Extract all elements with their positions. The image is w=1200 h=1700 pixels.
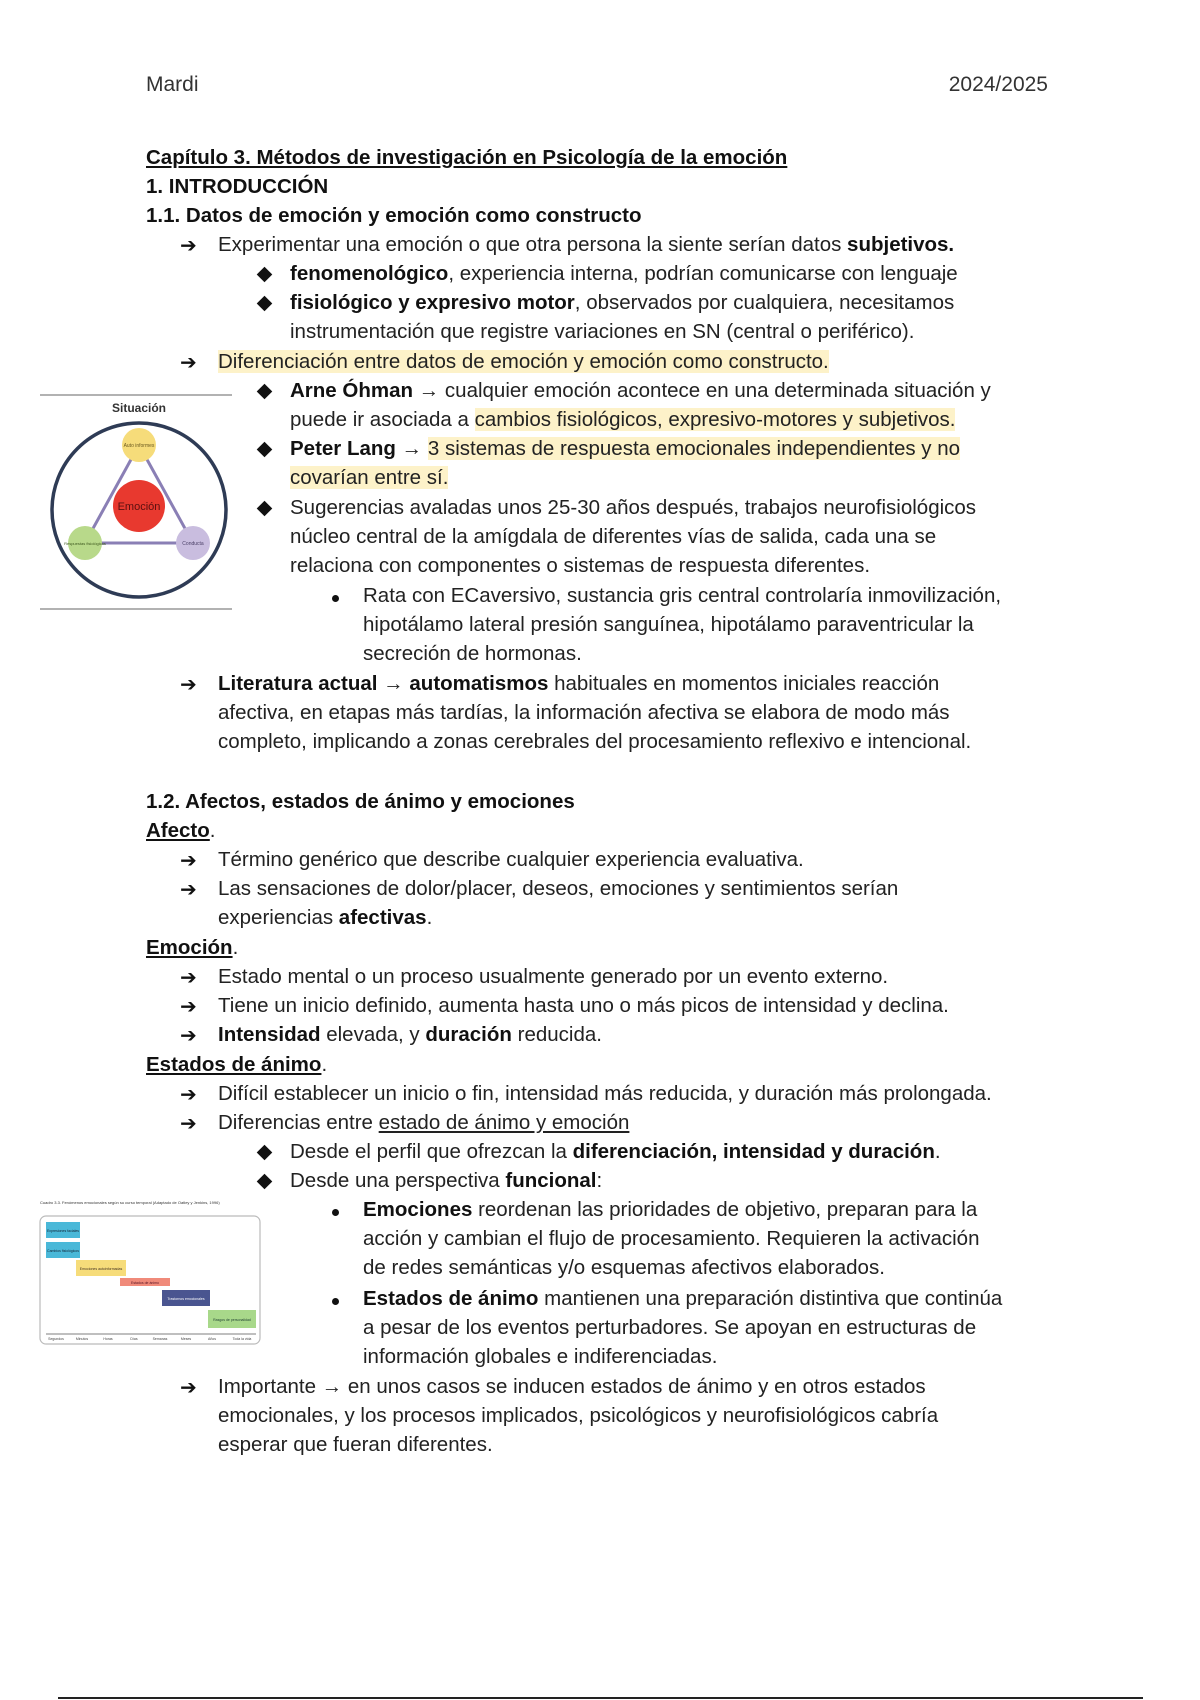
bullet-text-cont: puede ir asociada a cambios fisiológicos, expresivo-motores y subjetivos.: [290, 408, 956, 431]
bullet-text: Emociones reordenan las prioridades de objetivo, preparan para la: [363, 1198, 978, 1221]
bullet-text: fisiológico y expresivo motor, observados por cualquiera, necesitamos: [290, 291, 955, 314]
bullet-text: Estados de ánimo mantienen una preparación distintiva que continúa: [363, 1287, 1003, 1310]
bullet-text: Diferenciación entre datos de emoción y emoción como constructo.: [218, 350, 829, 373]
arrow-bullet-icon: ➔: [180, 1025, 197, 1047]
arrow-bullet-icon: ➔: [180, 850, 197, 872]
diamond-bullet-icon: [257, 296, 273, 312]
diagram-title: Situación: [111, 401, 167, 415]
emotion-timeline-figure: [38, 1196, 264, 1348]
arrow-bullet-icon: ➔: [180, 1377, 197, 1399]
bullet-text: Peter Lang → 3 sistemas de respuesta emocionales independientes y no: [290, 437, 961, 460]
bullet-text: Las sensaciones de dolor/placer, deseos, emociones y sentimientos serían: [218, 877, 899, 900]
arrow-bullet-icon: ➔: [180, 879, 197, 901]
axis-tick-label: Segundos: [48, 1337, 64, 1341]
diamond-bullet-icon: [257, 384, 273, 400]
bullet-text: Literatura actual → automatismos habituales en momentos iniciales reacción: [218, 672, 940, 695]
self-report-label: Auto informes: [123, 443, 155, 449]
arrow-bullet-icon: ➔: [180, 967, 197, 989]
bullet-text-cont: información globales e indiferenciadas.: [363, 1345, 718, 1368]
bar-label: Trastornos emocionales: [167, 1297, 205, 1301]
header-left: Mardi: [146, 73, 199, 96]
bullet-text-cont: completo, implicando a zonas cerebrales del procesamiento reflexivo e intencional.: [218, 730, 972, 753]
bar-label: Emociones autoinformadas: [79, 1267, 123, 1271]
dot-bullet-icon: [332, 1209, 339, 1216]
bullet-text: Importante → en unos casos se inducen estados de ánimo y en otros estados: [218, 1375, 926, 1398]
arrow-bullet-icon: ➔: [180, 1113, 197, 1135]
bullet-text-cont: secreción de hormonas.: [363, 642, 582, 665]
axis-tick-label: Días: [130, 1337, 138, 1341]
bar-label: Expresiones faciales: [46, 1229, 80, 1233]
bullet-text-cont: hipotálamo lateral presión sanguínea, hipotálamo paraventricular la: [363, 613, 974, 636]
bullet-text-cont: emocionales, y los procesos implicados, psicológicos y neurofisiológicos cabría: [218, 1404, 939, 1427]
section-heading: 1. INTRODUCCIÓN: [146, 175, 329, 198]
diamond-bullet-icon: [257, 1145, 273, 1161]
bar-label: Cambios fisiológicos: [47, 1249, 79, 1253]
chapter-title: Capítulo 3. Métodos de investigación en Psicología de la emoción: [146, 146, 788, 169]
axis-tick-label: Años: [208, 1337, 216, 1341]
diamond-bullet-icon: [257, 1174, 273, 1190]
physiological-label: Respuestas fisiológicas: [64, 541, 106, 546]
figure-caption: Cuadro 3.3. Fenómenos emocionales según su curso temporal (Adaptado de Oatley y Jenkins, 1996): [40, 1200, 220, 1205]
footer-rule: [58, 1697, 1143, 1699]
bullet-text-cont: instrumentación que registre variaciones en SN (central o periférico).: [290, 320, 915, 343]
subsection-heading: 1.2. Afectos, estados de ánimo y emociones: [146, 790, 575, 813]
arrow-bullet-icon: ➔: [180, 352, 197, 374]
term-heading: Estados de ánimo.: [146, 1053, 328, 1076]
bullet-text: Estado mental o un proceso usualmente generado por un evento externo.: [218, 965, 889, 988]
bullet-text: Término genérico que describe cualquier experiencia evaluativa.: [218, 848, 804, 871]
diamond-bullet-icon: [257, 501, 273, 517]
diamond-bullet-icon: [257, 267, 273, 283]
axis-tick-label: Minutos: [75, 1337, 89, 1341]
bullet-text: Tiene un inicio definido, aumenta hasta uno o más picos de intensidad y declina.: [218, 994, 949, 1017]
bullet-text-cont: de redes semánticas y/o esquemas afectivos elaborados.: [363, 1256, 885, 1279]
emotion-node-label: Emoción: [117, 501, 161, 513]
bullet-text: fenomenológico, experiencia interna, podrían comunicarse con lenguaje: [290, 262, 958, 285]
bullet-text: Difícil establecer un inicio o fin, intensidad más reducida, y duración más prolongada.: [218, 1082, 992, 1105]
arrow-bullet-icon: ➔: [180, 1084, 197, 1106]
bar-label: Estados de ánimo: [130, 1281, 160, 1285]
bullet-text: Diferencias entre estado de ánimo y emoción: [218, 1111, 630, 1134]
bullet-text: Intensidad elevada, y duración reducida.: [218, 1023, 602, 1046]
arrow-bullet-icon: ➔: [180, 996, 197, 1018]
axis-tick-label: Semanas: [152, 1337, 168, 1341]
axis-tick-label: Meses: [180, 1337, 192, 1341]
axis-tick-label: Toda la vida: [232, 1337, 252, 1341]
diamond-bullet-icon: [257, 442, 273, 458]
bullet-text: Experimentar una emoción o que otra persona la siente serían datos subjetivos.: [218, 233, 955, 256]
bullet-text-cont: esperar que fueran diferentes.: [218, 1433, 493, 1456]
bullet-text-cont: acción y cambian el flujo de procesamiento. Requieren la activación: [363, 1227, 980, 1250]
term-heading: Emoción.: [146, 936, 239, 959]
bullet-text: Sugerencias avaladas unos 25-30 años después, trabajos neurofisiológicos: [290, 496, 977, 519]
bar-label: Rasgos de personalidad: [213, 1318, 251, 1322]
bullet-text: Desde el perfil que ofrezcan la diferenciación, intensidad y duración.: [290, 1140, 941, 1163]
behavior-label: Conducta: [182, 541, 204, 547]
subsection-heading: 1.1. Datos de emoción y emoción como constructo: [146, 204, 642, 227]
bullet-text: Arne Óhman → cualquier emoción acontece en una determinada situación y: [290, 379, 991, 402]
bullet-text-cont: afectiva, en etapas más tardías, la información afectiva se elabora de modo más: [218, 701, 950, 724]
arrow-bullet-icon: ➔: [180, 674, 197, 696]
emotion-systems-diagram: [40, 390, 232, 612]
dot-bullet-icon: [332, 595, 339, 602]
bullet-text: Rata con ECaversivo, sustancia gris central controlaría inmovilización,: [363, 584, 1002, 607]
arrow-bullet-icon: ➔: [180, 235, 197, 257]
bullet-text-cont: relaciona con componentes o sistemas de respuesta diferentes.: [290, 554, 871, 577]
bullet-text-cont: núcleo central de la amígdala de diferentes vías de salida, cada una se: [290, 525, 937, 548]
bullet-text-cont: covarían entre sí.: [290, 466, 449, 489]
dot-bullet-icon: [332, 1298, 339, 1305]
bullet-text-cont: experiencias afectivas.: [218, 906, 433, 929]
axis-tick-label: Horas: [103, 1337, 113, 1341]
header-right: 2024/2025: [948, 73, 1048, 96]
term-heading: Afecto.: [146, 819, 216, 842]
bullet-text: Desde una perspectiva funcional:: [290, 1169, 603, 1192]
bullet-text-cont: a pesar de los eventos perturbadores. Se apoyan en estructuras de: [363, 1316, 977, 1339]
